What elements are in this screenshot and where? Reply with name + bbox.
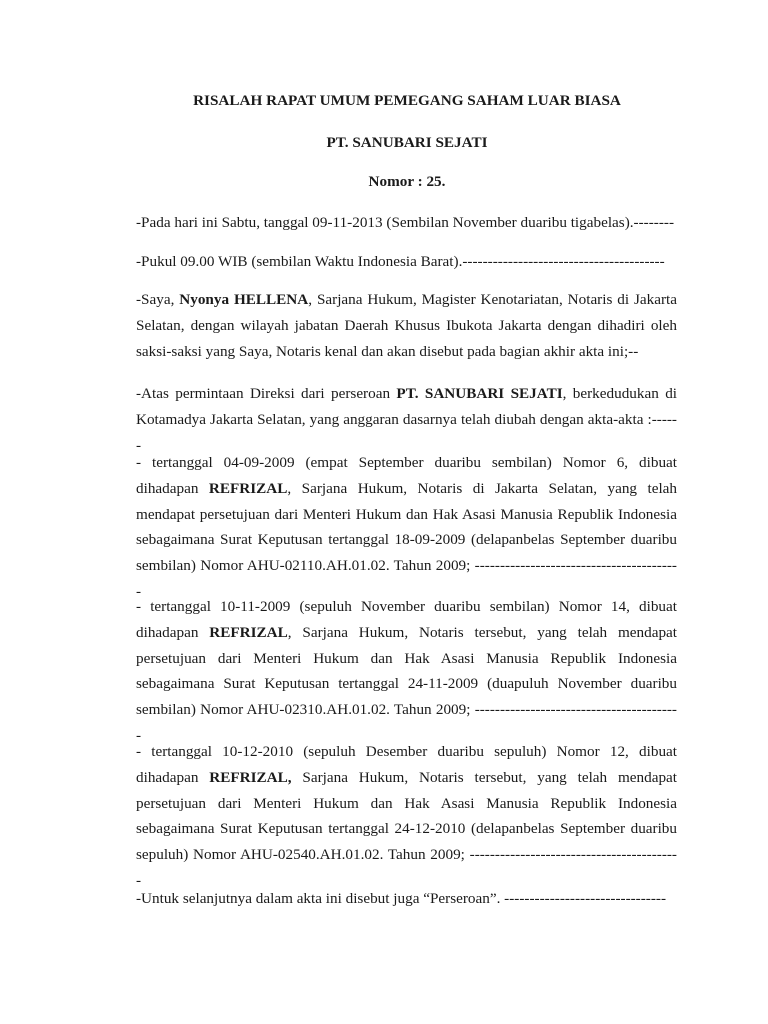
paragraph-text: , berkedudukan di Kotamadya Jakarta Selatan, yang anggaran dasarnya telah diubah dengan akta-akta :------ <box>136 385 678 454</box>
deed-number: Nomor : 25. <box>368 173 446 190</box>
document-title: RISALAH RAPAT UMUM PEMEGANG SAHAM LUAR BIASA <box>193 92 621 109</box>
paragraph-text: , Sarjana Hukum, Notaris di Jakarta Selatan, yang telah mendapat persetujuan dari Menteri Hukum dan Hak Asasi Manusia Republik Indonesia sebagaimana Surat Keputusan tertanggal 18-09-2009 (delapanbelas September duaribu sembilan) Nomor AHU-02110.AH.01.02. Tahun 2009; ----------------------------------------- <box>136 479 677 600</box>
paragraph-perseroan: -Untuk selanjutnya dalam akta ini disebut juga “Perseroan”. -------------------------------- <box>136 890 667 907</box>
paragraph-deed-3 <box>136 739 677 894</box>
company-name: PT. SANUBARI SEJATI <box>326 134 488 151</box>
company-name-inline: PT. SANUBARI SEJATI <box>396 385 563 402</box>
paragraph-deed-2 <box>136 594 677 749</box>
paragraph-text: - tertanggal 10-11-2009 (sepuluh November duaribu sembilan) Nomor 14, dibuat dihadapan <box>136 598 677 641</box>
paragraph-text: -Saya, <box>136 291 180 308</box>
paragraph-deed-1 <box>136 450 677 605</box>
paragraph-text: - tertanggal 10-12-2010 (sepuluh Desember duaribu sepuluh) Nomor 12, dibuat dihadapan <box>136 743 677 786</box>
paragraph-text: -Atas permintaan Direksi dari perseroan <box>136 385 397 402</box>
paragraph-text: , Sarjana Hukum, Magister Kenotariatan, Notaris di Jakarta Selatan, dengan wilayah jabatan Daerah Khusus Ibukota Jakarta dengan dihadiri oleh saksi-saksi yang Saya, Notaris kenal dan akan disebut pada bagian akhir akta ini;-- <box>136 291 677 360</box>
paragraph-notary <box>136 287 677 364</box>
paragraph-time: -Pukul 09.00 WIB (sembilan Waktu Indonesia Barat).---------------------------------------- <box>136 253 665 270</box>
paragraph-text: - tertanggal 04-09-2009 (empat September duaribu sembilan) Nomor 6, dibuat dihadapan <box>136 454 677 497</box>
notary-refrizal: REFRIZAL <box>208 479 288 497</box>
paragraph-request <box>136 381 677 458</box>
notary-name: Nyonya HELLENA <box>179 291 309 308</box>
paragraph-text: Sarjana Hukum, Notaris tersebut, yang telah mendapat persetujuan dari Menteri Hukum dan Hak Asasi Manusia Republik Indonesia sebagaimana Surat Keputusan tertanggal 24-12-2010 (delapanbelas September duaribu sepuluh) Nomor AHU-02540.AH.01.02. Tahun 2009; ------------------------------------------ <box>136 768 677 889</box>
notary-refrizal: REFRIZAL <box>209 623 288 641</box>
notary-refrizal: REFRIZAL, <box>209 768 292 786</box>
paragraph-text: , Sarjana Hukum, Notaris tersebut, yang telah mendapat persetujuan dari Menteri Hukum dan Hak Asasi Manusia Republik Indonesia sebagaimana Surat Keputusan tertanggal 24-11-2009 (duapuluh November duaribu sembilan) Nomor AHU-02310.AH.01.02. Tahun 2009; ----------------------------------------- <box>136 623 677 744</box>
paragraph-date: -Pada hari ini Sabtu, tanggal 09-11-2013 (Sembilan November duaribu tigabelas).-------- <box>136 214 675 231</box>
